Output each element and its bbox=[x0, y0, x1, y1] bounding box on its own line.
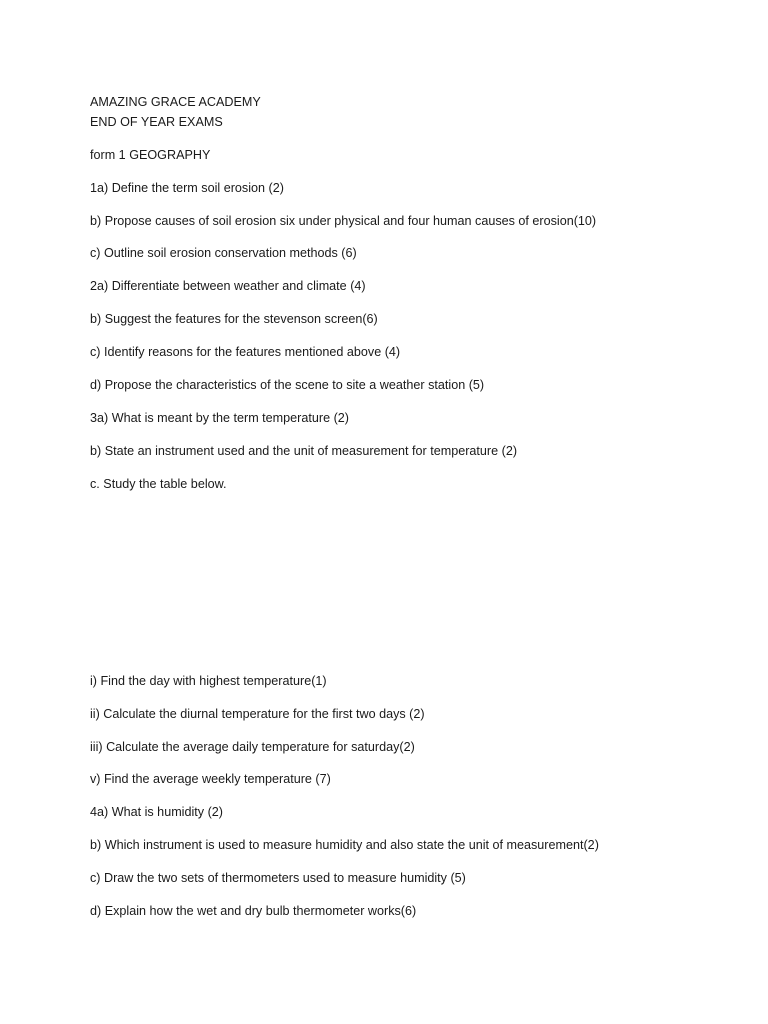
question-3a: 3a) What is meant by the term temperature (2) bbox=[90, 411, 349, 425]
question-3c-ii: ii) Calculate the diurnal temperature for the first two days (2) bbox=[90, 707, 425, 721]
question-3c-iii: iii) Calculate the average daily temperature for saturday(2) bbox=[90, 740, 415, 754]
school-name: AMAZING GRACE ACADEMY bbox=[90, 95, 261, 109]
question-3b: b) State an instrument used and the unit of measurement for temperature (2) bbox=[90, 444, 518, 458]
question-2b: b) Suggest the features for the stevenson screen(6) bbox=[90, 312, 378, 326]
question-1b: b) Propose causes of soil erosion six under physical and four human causes of erosion(10) bbox=[90, 214, 597, 228]
question-1c: c) Outline soil erosion conservation methods (6) bbox=[90, 246, 357, 260]
question-3c-v: v) Find the average weekly temperature (7) bbox=[90, 772, 331, 786]
question-4a: 4a) What is humidity (2) bbox=[90, 805, 223, 819]
question-4d: d) Explain how the wet and dry bulb thermometer works(6) bbox=[90, 904, 417, 918]
question-2d: d) Propose the characteristics of the scene to site a weather station (5) bbox=[90, 378, 485, 392]
question-1a: 1a) Define the term soil erosion (2) bbox=[90, 181, 284, 195]
question-4b: b) Which instrument is used to measure humidity and also state the unit of measurement(2) bbox=[90, 838, 599, 852]
question-2a: 2a) Differentiate between weather and climate (4) bbox=[90, 279, 366, 293]
question-3c-i: i) Find the day with highest temperature(1) bbox=[90, 674, 327, 688]
question-4c: c) Draw the two sets of thermometers used to measure humidity (5) bbox=[90, 871, 466, 885]
exam-title: END OF YEAR EXAMS bbox=[90, 115, 223, 129]
question-3c: c. Study the table below. bbox=[90, 477, 227, 491]
subject-line: form 1 GEOGRAPHY bbox=[90, 148, 211, 162]
question-2c: c) Identify reasons for the features mentioned above (4) bbox=[90, 345, 401, 359]
